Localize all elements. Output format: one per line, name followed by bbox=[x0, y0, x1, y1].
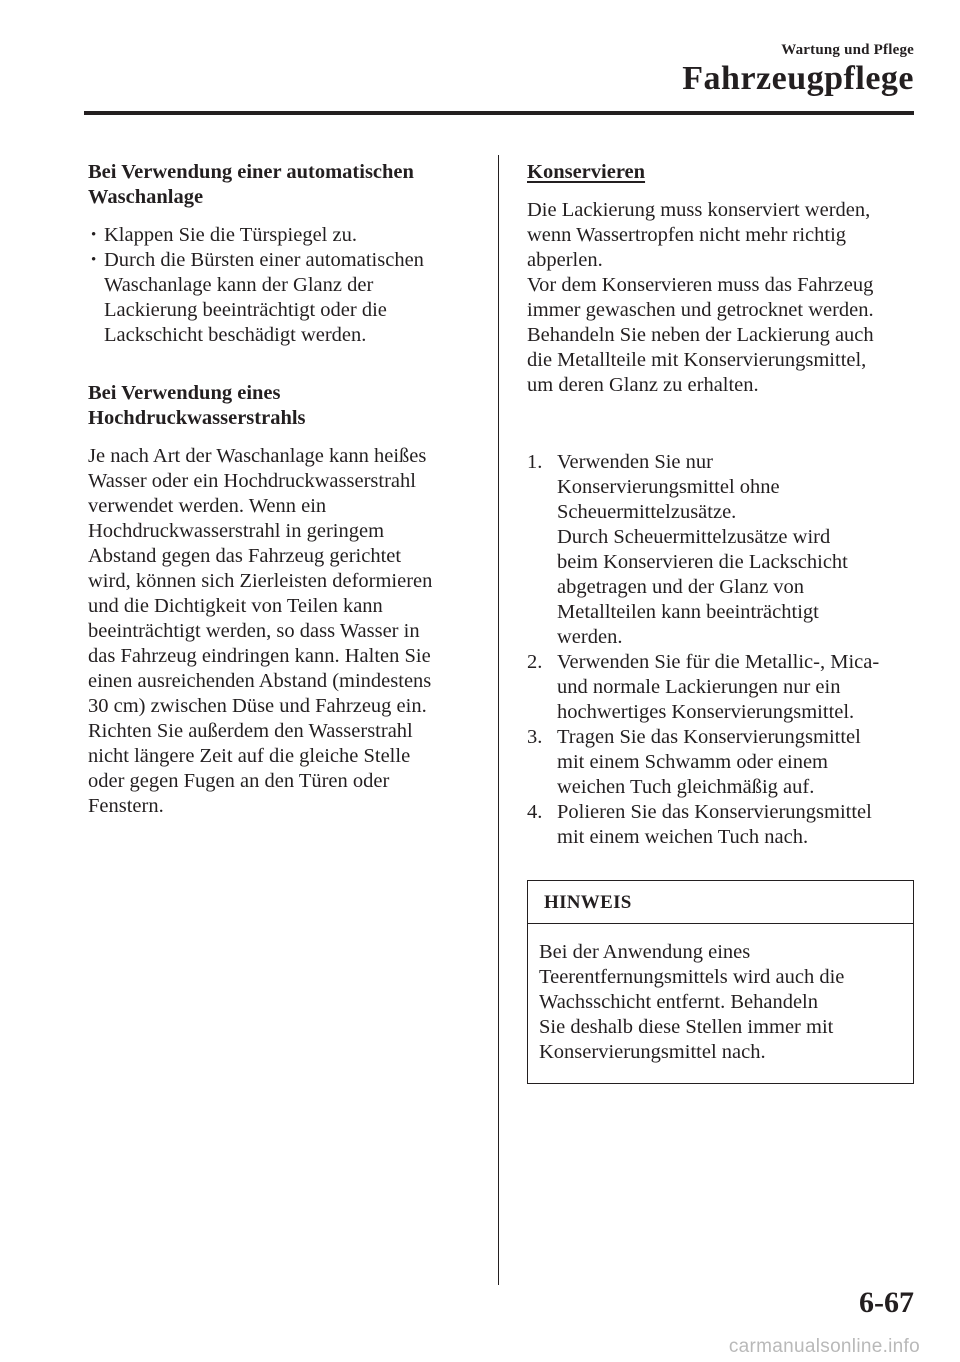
heading-automatic-wash: Bei Verwendung einer automatischen Waschanlage bbox=[88, 161, 414, 208]
automatic-wash-bullets bbox=[88, 223, 473, 348]
step-item: 3. Tragen Sie das Konservierungsmittel mit einem Schwamm oder einem weichen Tuch gleichmäßig auf. bbox=[527, 726, 861, 798]
bullet-item: • Durch die Bürsten einer automatischen Waschanlage kann der Glanz der Lackierung beeinträchtigt oder die Lackschicht beschädigt werden. bbox=[88, 248, 473, 348]
note-body: Bei der Anwendung eines Teerentfernungsmittels wird auch die Wachsschicht entfernt. Behandeln Sie deshalb diese Stellen immer mit Konservierungsmittel nach. bbox=[539, 941, 845, 1063]
heading-conserving: Konservieren bbox=[527, 161, 646, 183]
right-column bbox=[527, 160, 917, 1084]
watermark: carmanualsonline.info bbox=[728, 1336, 920, 1357]
step-item: 1. Verwenden Sie nur Konservierungsmittel ohne Scheuermittelzusätze. Durch Scheuermittelzusätze wird beim Konservieren die Lackschicht abgetragen und der Glanz von Metallteilen kann beeinträchtigt werden. bbox=[527, 451, 848, 648]
column-divider bbox=[498, 155, 499, 1285]
chapter-title: Fahrzeugpflege bbox=[682, 60, 914, 97]
page-number: 6-67 bbox=[859, 1286, 914, 1319]
left-column bbox=[88, 160, 473, 819]
bullet-item: • Klappen Sie die Türspiegel zu. bbox=[88, 223, 473, 248]
step-item: 4. Polieren Sie das Konservierungsmittel mit einem weichen Tuch nach. bbox=[527, 801, 872, 848]
step-item: 2. Verwenden Sie für die Metallic-, Mica- und normale Lackierungen nur ein hochwertiges Konservierungsmittel. bbox=[527, 651, 880, 723]
high-pressure-paragraph: Je nach Art der Waschanlage kann heißes Wasser oder ein Hochdruckwasserstrahl verwendet werden. Wenn ein Hochdruckwasserstrahl in geringem Abstand gegen das Fahrzeug gerichtet wird, können sich Zierleisten deformieren und die Dichtigkeit von Teilen kann beeinträchtigt werden, so dass Wasser in das Fahrzeug eindringen kann. Halten Sie einen ausreichenden Abstand (mindestens 30 cm) zwischen Düse und Fahrzeug ein. Richten Sie außerdem den Wasserstrahl nicht längere Zeit auf die gleiche Stelle oder gegen Fugen an den Türen oder Fenstern. bbox=[88, 445, 433, 817]
note-box bbox=[527, 880, 914, 1084]
note-heading: HINWEIS bbox=[528, 881, 913, 924]
conserving-intro: Die Lackierung muss konserviert werden, wenn Wassertropfen nicht mehr richtig abperlen. Vor dem Konservieren muss das Fahrzeug immer gewaschen und getrocknet werden. Behandeln Sie neben der Lackierung auch die Metallteile mit Konservierungsmittel, um deren Glanz zu erhalten. bbox=[527, 199, 874, 396]
conserving-steps bbox=[527, 450, 917, 850]
heading-high-pressure: Bei Verwendung eines Hochdruckwasserstrahls bbox=[88, 382, 306, 429]
section-title: Wartung und Pflege bbox=[781, 42, 914, 58]
header-rule bbox=[84, 111, 914, 115]
